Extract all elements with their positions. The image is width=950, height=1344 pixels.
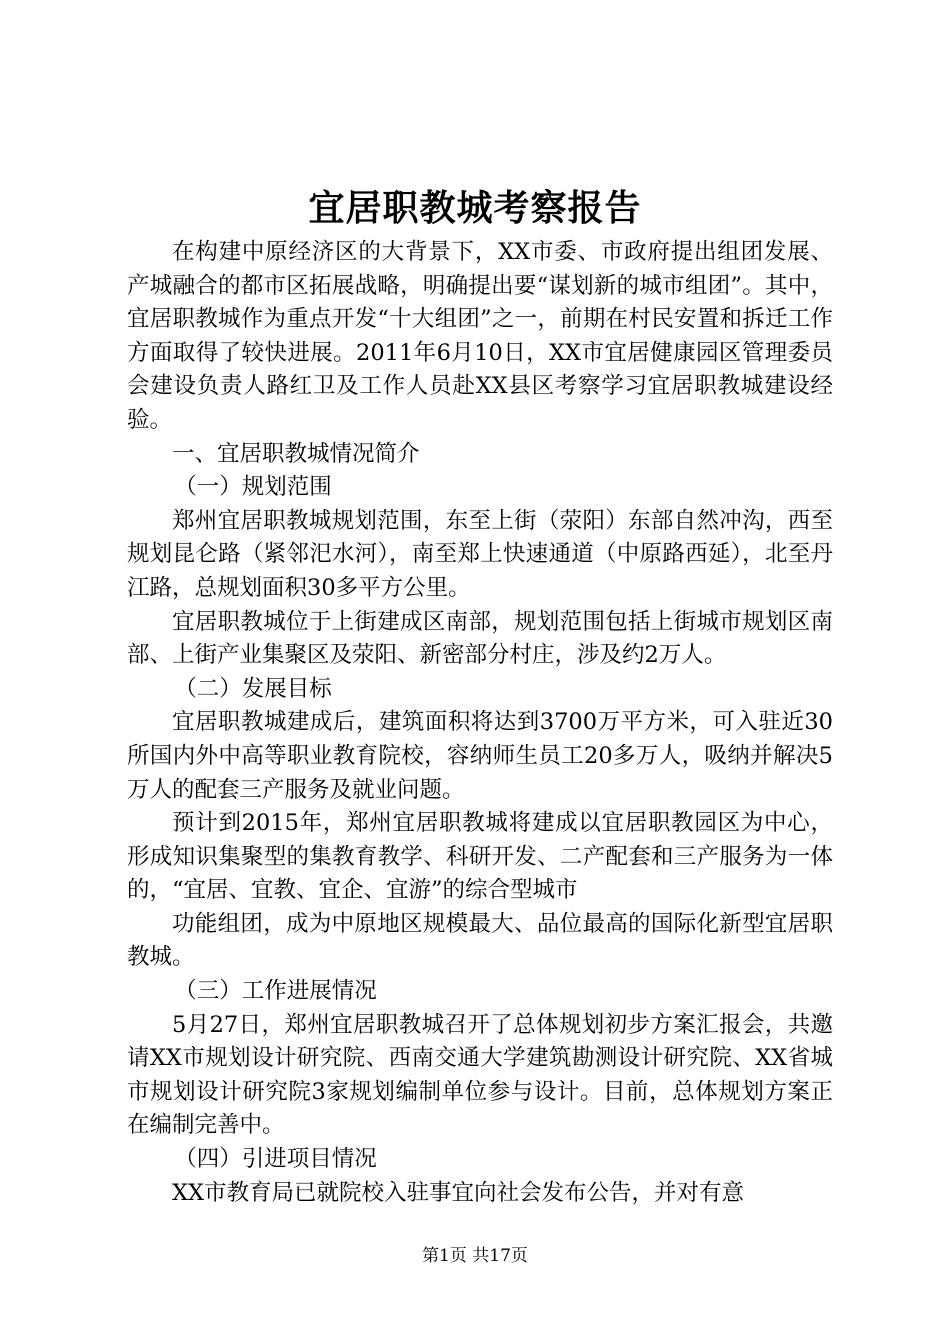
paragraph-progress: 5月27日，郑州宜居职教城召开了总体规划初步方案汇报会，共邀请XX市规划设计研究院、西南交通大学建筑勘测设计研究院、XX省城市规划设计研究院3家规划编制单位参与设计。目前，总体规划方案正在编制完善中。 (127, 1011, 833, 1139)
paragraph-goals: 宜居职教城建成后，建筑面积将达到3700万平方米，可入驻近30所国内外中高等职业教育院校，容纳师生员工20多万人，吸纳并解决5万人的配套三产服务及就业问题。 (127, 709, 833, 803)
section-heading-1: 一、宜居职教城情况简介 (172, 440, 420, 467)
paragraph-intro: 在构建中原经济区的大背景下，XX市委、市政府提出组团发展、产城融合的都市区拓展战略，明确提出要“谋划新的城市组团”。其中，宜居职教城作为重点开发“十大组团”之一，前期在村民安置和拆迁工作方面取得了较快进展。2011年6月10日，XX市宜居健康园区管理委员会建设负责人路红卫及工作人员赴XX县区考察学习宜居职教城建设经验。 (127, 239, 833, 433)
paragraph-projects: XX市教育局已就院校入驻事宜向社会发布公告，并对有意 (172, 1179, 745, 1206)
paragraph-forecast: 预计到2015年，郑州宜居职教城将建成以宜居职教园区为中心，形成知识集聚型的集教育教学、科研开发、二产配套和三产服务为一体的，“宜居、宜教、宜企、宜游”的综合型城市 (127, 810, 833, 904)
subsection-heading-planning-scope: （一）规划范围 (174, 474, 332, 501)
paragraph-function-group: 功能组团，成为中原地区规模最大、品位最高的国际化新型宜居职教城。 (127, 910, 833, 971)
subsection-heading-progress: （三）工作进展情况 (174, 978, 377, 1005)
subsection-heading-goals: （二）发展目标 (174, 675, 332, 702)
page-number-footer: 第1页 共17页 (422, 1246, 528, 1266)
paragraph-location: 宜居职教城位于上街建成区南部，规划范围包括上街城市规划区南部、上街产业集聚区及荥阳、新密部分村庄，涉及约2万人。 (127, 608, 833, 669)
paragraph-planning-scope: 郑州宜居职教城规划范围，东至上街（荥阳）东部自然冲沟，西至规划昆仑路（紧邻汜水河），南至郑上快速通道（中原路西延），北至丹江路，总规划面积30多平方公里。 (127, 507, 833, 601)
document-title: 宜居职教城考察报告 (308, 187, 642, 229)
subsection-heading-projects: （四）引进项目情况 (174, 1146, 377, 1173)
document-body (127, 236, 833, 1210)
